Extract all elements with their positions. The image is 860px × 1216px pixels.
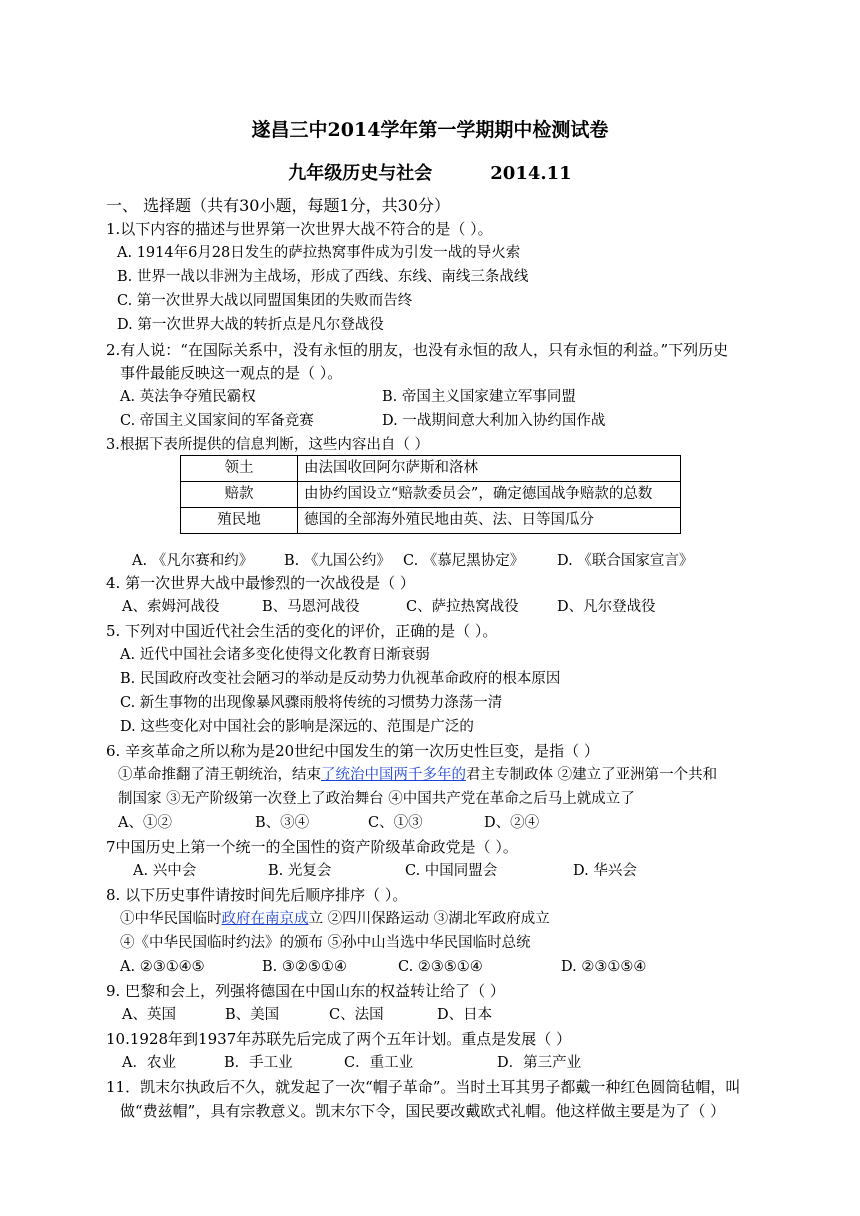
hyperlink-text[interactable]: 了统治中国两千多年的 <box>321 767 466 783</box>
question-6-option-d: D、②④ <box>484 815 540 831</box>
question-8-stem: 8. 以下历史事件请按时间先后顺序排序（ ）。 <box>106 886 408 904</box>
question-3-option-b: B. 《九国公约》 <box>284 553 391 569</box>
table-cell-key: 赔款 <box>181 482 298 508</box>
question-7-option-d: D. 华兴会 <box>573 863 637 879</box>
exam-title: 遂昌三中2014学年第一学期期中检测试卷 <box>251 119 609 141</box>
question-7-option-c: C. 中国同盟会 <box>405 863 498 879</box>
question-7-option-a: A. 兴中会 <box>133 863 197 879</box>
question-10-stem: 10.1928年到1937年苏联先后完成了两个五年计划。重点是发展（ ） <box>106 1030 571 1048</box>
question-2-stem-line2: 事件最能反映这一观点的是（ ）。 <box>120 364 343 382</box>
table-row <box>181 482 681 508</box>
table-cell-key: 领土 <box>181 456 298 482</box>
question-3-option-d: D. 《联合国家宣言》 <box>557 553 694 569</box>
question-8-option-c: C. ②③⑤①④ <box>398 959 483 975</box>
question-4-option-b: B、马恩河战役 <box>262 599 360 615</box>
question-8-option-a: A. ②③①④⑤ <box>120 959 205 975</box>
question-6-option-c: C、①③ <box>368 815 423 831</box>
table-row <box>181 456 681 482</box>
question-2-option-d: D. 一战期间意大利加入协约国作战 <box>382 413 606 429</box>
question-1-option-d: D. 第一次世界大战的转折点是凡尔登战役 <box>117 317 384 333</box>
question-8-events-line1 <box>120 909 550 929</box>
question-4-option-a: A、索姆河战役 <box>122 599 220 615</box>
question-3-option-a: A. 《凡尔赛和约》 <box>132 553 254 569</box>
question-8-option-d: D. ②③①⑤④ <box>561 959 647 975</box>
question-1-option-a: A. 1914年6月28日发生的萨拉热窝事件成为引发一战的导火索 <box>117 245 521 261</box>
question-6-statement-line1 <box>118 765 717 785</box>
exam-date: 2014.11 <box>490 163 572 184</box>
question-2-option-c: C. 帝国主义国家间的军备竞赛 <box>120 413 314 429</box>
table-cell-value: 德国的全部海外殖民地由英、法、日等国瓜分 <box>298 508 681 534</box>
question-1-option-b: B. 世界一战以非洲为主战场，形成了西线、东线、南线三条战线 <box>117 269 529 285</box>
question-10-option-b: B．手工业 <box>224 1055 293 1071</box>
hyperlink-text[interactable]: 政府在南京成 <box>221 911 309 927</box>
question-1-stem: 1.以下内容的描述与世界第一次世界大战不符合的是（ ）。 <box>106 220 493 238</box>
question-2-option-a: A. 英法争夺殖民霸权 <box>120 389 256 405</box>
exam-subtitle <box>0 159 860 185</box>
question-7-stem: 7中国历史上第一个统一的全国性的资产阶级革命政党是（ ）。 <box>106 838 518 856</box>
subject-label: 九年级历史与社会 <box>288 163 433 184</box>
question-5-option-c: C. 新生事物的出现像暴风骤雨般将传统的习惯势力涤荡一清 <box>120 695 503 711</box>
question-9-option-b: B、美国 <box>225 1007 280 1023</box>
statement-text: 君主专制政体 ②建立了亚洲第一个共和 <box>466 767 718 783</box>
question-9-option-d: D、日本 <box>437 1007 493 1023</box>
question-5-option-a: A. 近代中国社会诸多变化使得文化教育日渐衰弱 <box>120 647 430 663</box>
table-row <box>181 508 681 534</box>
treaty-info-table <box>180 455 681 534</box>
question-11-stem-line2: 做“费兹帽”，具有宗教意义。凯末尔下令，国民要改戴欧式礼帽。他这样做主要是为了（ ） <box>120 1102 726 1120</box>
event-text: 立 ②四川保路运动 ③湖北军政府成立 <box>308 911 550 927</box>
question-3-option-c: C. 《慕尼黑协定》 <box>403 553 525 569</box>
question-5-option-d: D. 这些变化对中国社会的影响是深远的、范围是广泛的 <box>120 719 474 735</box>
question-8-option-b: B. ③②⑤①④ <box>262 959 347 975</box>
question-11-stem-line1: 11．凯末尔执政后不久，就发起了一次“帽子革命”。当时土耳其男子都戴一种红色圆筒毡帽，叫 <box>106 1078 741 1096</box>
question-4-option-c: C、萨拉热窝战役 <box>406 599 519 615</box>
table-cell-value: 由法国收回阿尔萨斯和洛林 <box>298 456 681 482</box>
question-4-stem: 4. 第一次世界大战中最惨烈的一次战役是（ ） <box>106 574 415 592</box>
question-10-option-c: C．重工业 <box>344 1055 414 1071</box>
question-2-stem-line1: 2.有人说：“在国际关系中，没有永恒的朋友，也没有永恒的敌人，只有永恒的利益。”下列历史 <box>106 341 729 359</box>
question-9-option-a: A、英国 <box>122 1007 176 1023</box>
question-10-option-a: A．农业 <box>122 1055 176 1071</box>
question-2-option-b: B. 帝国主义国家建立军事同盟 <box>382 389 576 405</box>
question-1-option-c: C. 第一次世界大战以同盟国集团的失败而告终 <box>117 293 413 309</box>
question-5-stem: 5. 下列对中国近代社会生活的变化的评价，正确的是（ ）。 <box>106 622 498 640</box>
question-3-stem: 3.根据下表所提供的信息判断，这些内容出自（ ） <box>106 437 429 453</box>
question-5-option-b: B. 民国政府改变社会陋习的举动是反动势力仇视革命政府的根本原因 <box>120 671 561 687</box>
section-heading: 一、 选择题（共有30小题，每题1分，共30分） <box>106 196 450 215</box>
question-6-statement-line2: 制国家 ③无产阶级第一次登上了政治舞台 ④中国共产党在革命之后马上就成立了 <box>118 791 635 807</box>
question-4-option-d: D、凡尔登战役 <box>557 599 656 615</box>
table-cell-value: 由协约国设立“赔款委员会”，确定德国战争赔款的总数 <box>298 482 681 508</box>
table-cell-key: 殖民地 <box>181 508 298 534</box>
statement-text: ①革命推翻了清王朝统治，结束 <box>118 767 321 783</box>
question-6-option-a: A、①② <box>118 815 172 831</box>
question-10-option-d: D．第三产业 <box>497 1055 582 1071</box>
question-8-events-line2: ④《中华民国临时约法》的颁布 ⑤孙中山当选中华民国临时总统 <box>120 935 531 951</box>
question-9-option-c: C、法国 <box>329 1007 384 1023</box>
question-9-stem: 9. 巴黎和会上，列强将德国在中国山东的权益转让给了（ ） <box>106 982 505 1000</box>
event-text: ①中华民国临时 <box>120 911 222 927</box>
question-6-stem: 6. 辛亥革命之所以称为是20世纪中国发生的第一次历史性巨变，是指（ ） <box>106 742 599 760</box>
question-6-option-b: B、③④ <box>255 815 310 831</box>
question-7-option-b: B. 光复会 <box>268 863 332 879</box>
